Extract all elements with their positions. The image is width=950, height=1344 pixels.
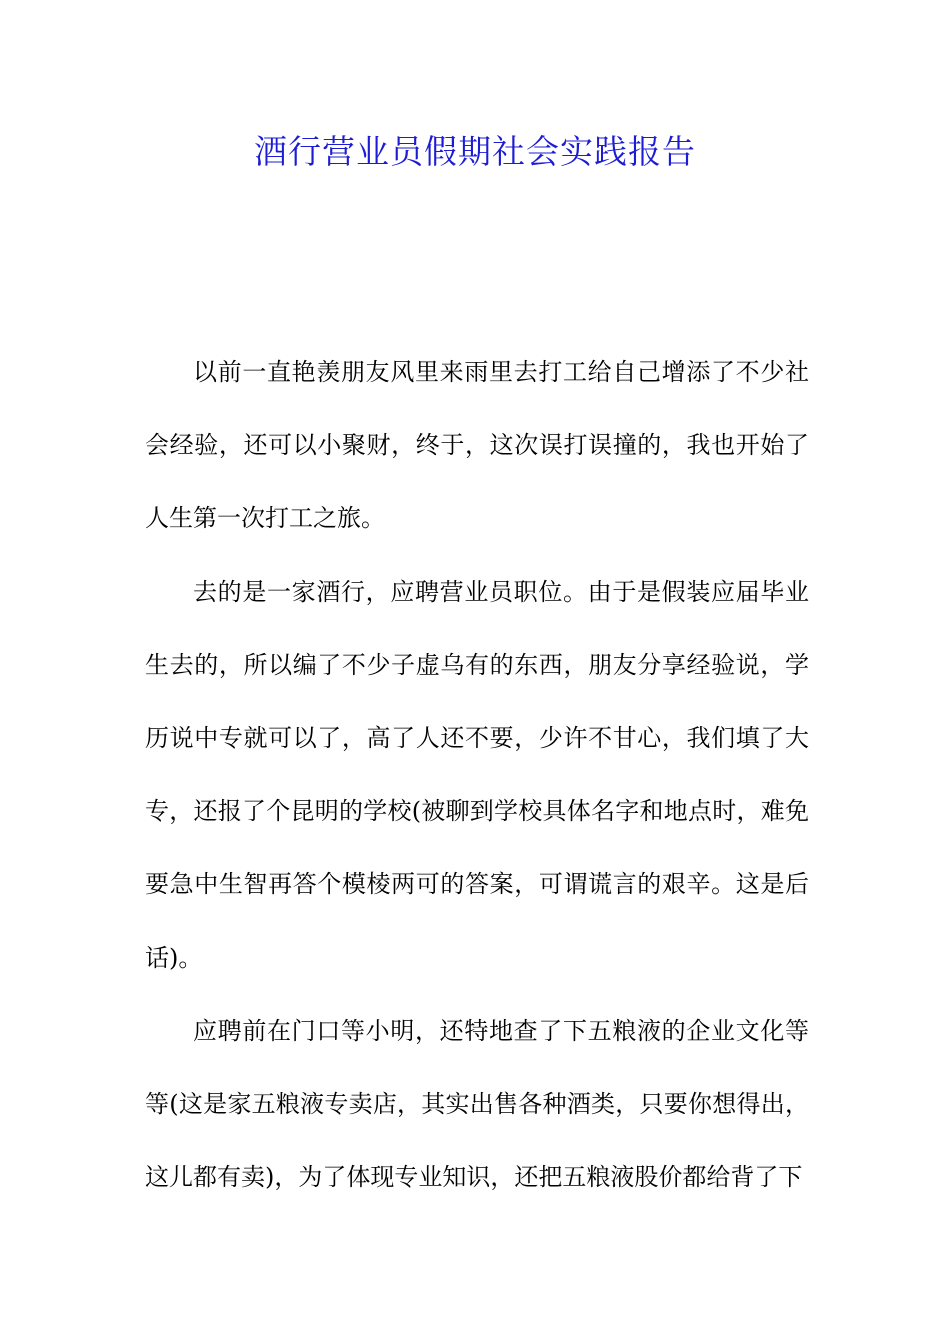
paragraph-3: 应聘前在门口等小明，还特地查了下五粮液的企业文化等等(这是家五粮液专卖店，其实出售各种酒类，只要你想得出，这儿都有卖)，为了体现专业知识，还把五粮液股价都给背了下 — [145, 1016, 809, 1192]
document-title: 酒行营业员假期社会实践报告 — [254, 132, 696, 171]
paragraph-1: 以前一直艳羡朋友风里来雨里去打工给自己增添了不少社会经验，还可以小聚财，终于，这次误打误撞的，我也开始了人生第一次打工之旅。 — [145, 358, 809, 533]
paragraph-2: 去的是一家酒行，应聘营业员职位。由于是假装应届毕业生去的，所以编了不少子虚乌有的东西，朋友分享经验说，学历说中专就可以了，高了人还不要，少许不甘心，我们填了大专，还报了个昆明的学校(被聊到学校具体名字和地点时，难免要急中生智再答个模棱两可的答案，可谓谎言的艰辛。这是后话)。 — [145, 577, 809, 972]
document-body — [145, 336, 809, 1214]
